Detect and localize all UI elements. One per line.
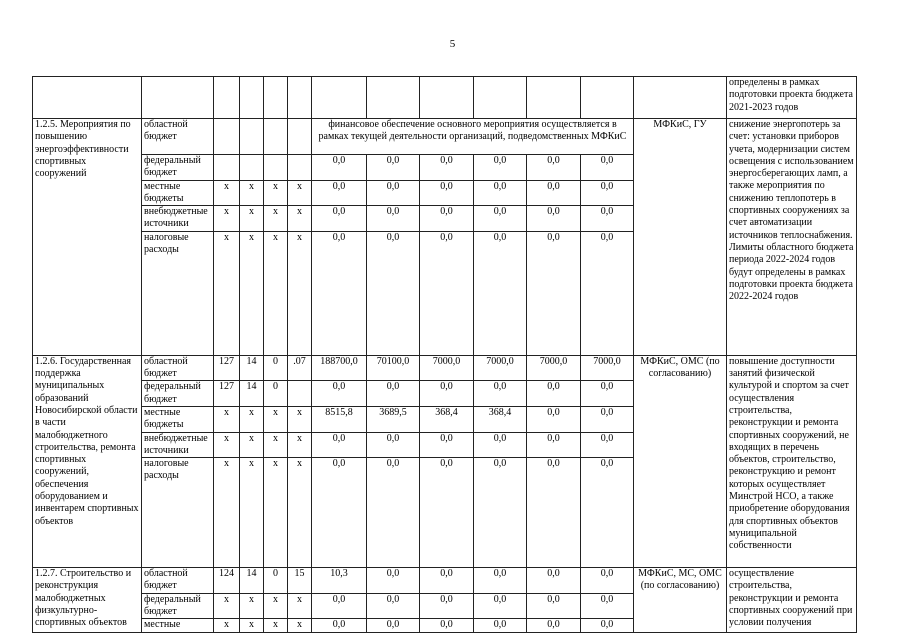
budget-code: x bbox=[214, 432, 240, 458]
table-row bbox=[33, 355, 857, 381]
amount-cell: 0,0 bbox=[527, 381, 581, 407]
amount-cell: 0,0 bbox=[367, 206, 420, 232]
amount-cell: 0,0 bbox=[367, 593, 420, 619]
budget-code bbox=[264, 119, 288, 155]
executor: МФКиС, ОМС (по согласованию) bbox=[634, 355, 727, 567]
amount-cell: 0,0 bbox=[581, 432, 634, 458]
budget-code: .07 bbox=[288, 355, 312, 381]
amount-cell: 0,0 bbox=[527, 619, 581, 632]
table-row bbox=[33, 119, 857, 155]
amount-cell: 188700,0 bbox=[312, 355, 367, 381]
budget-code: x bbox=[240, 206, 264, 232]
budget-code: x bbox=[240, 406, 264, 432]
budget-code: 124 bbox=[214, 568, 240, 594]
budget-code bbox=[288, 155, 312, 181]
source-name: внебюджетные источники bbox=[142, 206, 214, 232]
amount-cell: 0,0 bbox=[312, 593, 367, 619]
budget-code: 14 bbox=[240, 355, 264, 381]
amount-cell: 0,0 bbox=[581, 458, 634, 568]
budget-code: x bbox=[288, 593, 312, 619]
budget-code: 14 bbox=[240, 568, 264, 594]
measure-name: 1.2.7. Строительство и реконструкция малобюджетных физкультурно-спортивных объектов bbox=[33, 568, 142, 632]
source-name: областной бюджет bbox=[142, 568, 214, 594]
amount-cell: 0,0 bbox=[420, 231, 474, 355]
source-name: налоговые расходы bbox=[142, 231, 214, 355]
amount-cell: 0,0 bbox=[527, 206, 581, 232]
budget-code: 0 bbox=[264, 355, 288, 381]
budget-code: x bbox=[240, 180, 264, 206]
amount-cell: 0,0 bbox=[474, 180, 527, 206]
source-name: областной бюджет bbox=[142, 355, 214, 381]
program-table bbox=[32, 76, 857, 633]
amount-cell: 0,0 bbox=[581, 568, 634, 594]
amount-cell: 0,0 bbox=[581, 231, 634, 355]
budget-code bbox=[240, 119, 264, 155]
amount-cell: 7000,0 bbox=[474, 355, 527, 381]
executor: МФКиС, ГУ bbox=[634, 119, 727, 356]
amount-cell: 0,0 bbox=[312, 381, 367, 407]
source-name: местные bbox=[142, 619, 214, 632]
budget-code: x bbox=[264, 206, 288, 232]
amount-cell: 0,0 bbox=[474, 619, 527, 632]
amount-cell: 8515,8 bbox=[312, 406, 367, 432]
budget-code: 0 bbox=[264, 381, 288, 407]
amount-cell: 368,4 bbox=[420, 406, 474, 432]
amount-cell: 0,0 bbox=[474, 231, 527, 355]
page-number: 5 bbox=[449, 38, 456, 50]
budget-code bbox=[214, 119, 240, 155]
amount-cell: 0,0 bbox=[367, 231, 420, 355]
amount-cell: 0,0 bbox=[474, 593, 527, 619]
source-name: федеральный бюджет bbox=[142, 155, 214, 181]
source-name: федеральный бюджет bbox=[142, 593, 214, 619]
amount-cell: 7000,0 bbox=[420, 355, 474, 381]
amount-cell: 0,0 bbox=[474, 155, 527, 181]
executor: МФКиС, МС, ОМС (по согласованию) bbox=[634, 568, 727, 632]
amount-cell: 0,0 bbox=[581, 180, 634, 206]
amount-cell: 0,0 bbox=[420, 568, 474, 594]
amount-cell: 0,0 bbox=[312, 206, 367, 232]
amount-cell: 0,0 bbox=[527, 568, 581, 594]
amount-cell: 368,4 bbox=[474, 406, 527, 432]
amount-cell: 0,0 bbox=[581, 619, 634, 632]
budget-code: x bbox=[214, 593, 240, 619]
amount-cell: 0,0 bbox=[474, 381, 527, 407]
budget-code: x bbox=[240, 231, 264, 355]
budget-code: x bbox=[264, 180, 288, 206]
table-row bbox=[33, 568, 857, 594]
budget-code: 127 bbox=[214, 381, 240, 407]
amount-cell: 0,0 bbox=[527, 155, 581, 181]
amount-cell: 0,0 bbox=[312, 619, 367, 632]
amount-cell: 0,0 bbox=[420, 381, 474, 407]
amount-cell: 0,0 bbox=[420, 458, 474, 568]
amount-cell: 70100,0 bbox=[367, 355, 420, 381]
budget-code bbox=[264, 155, 288, 181]
budget-code: x bbox=[214, 619, 240, 632]
amount-cell: 3689,5 bbox=[367, 406, 420, 432]
amount-cell: 0,0 bbox=[581, 155, 634, 181]
amount-cell: 0,0 bbox=[474, 458, 527, 568]
budget-code: x bbox=[214, 406, 240, 432]
amount-cell: 0,0 bbox=[581, 381, 634, 407]
expected-result: осуществление строительства, реконструкции и ремонта спортивных сооружений при условии получения bbox=[727, 568, 857, 632]
amount-cell: 0,0 bbox=[420, 593, 474, 619]
budget-code: x bbox=[288, 231, 312, 355]
budget-code: x bbox=[240, 432, 264, 458]
amount-cell: 0,0 bbox=[420, 619, 474, 632]
budget-code: x bbox=[288, 206, 312, 232]
budget-code: x bbox=[214, 180, 240, 206]
amount-cell: 0,0 bbox=[367, 381, 420, 407]
amount-cell: 0,0 bbox=[420, 180, 474, 206]
amount-cell: 0,0 bbox=[581, 406, 634, 432]
amount-cell: 0,0 bbox=[367, 619, 420, 632]
budget-code: x bbox=[264, 432, 288, 458]
amount-cell: 10,3 bbox=[312, 568, 367, 594]
amount-cell: 0,0 bbox=[474, 568, 527, 594]
source-name: областной бюджет bbox=[142, 119, 214, 155]
source-name: федеральный бюджет bbox=[142, 381, 214, 407]
financing-note: финансовое обеспечение основного мероприятия осуществляется в рамках текущей деятельности организаций, подведомственных МФКиС bbox=[312, 119, 634, 155]
amount-cell: 0,0 bbox=[367, 458, 420, 568]
amount-cell: 0,0 bbox=[367, 180, 420, 206]
source-name: внебюджетные источники bbox=[142, 432, 214, 458]
source-name: налоговые расходы bbox=[142, 458, 214, 568]
amount-cell: 0,0 bbox=[312, 231, 367, 355]
expected-result: снижение энергопотерь за счет: установки приборов учета, модернизации систем освещения с использованием энергосберегающих ламп, а также мероприятия по снижению теплопотерь в спортивных сооружениях за счет автоматизации источников теплоснабжения. Лимиты областного бюджета периода 2022-2024 годов будут определены в рамках подготовки проекта бюджета 2022-2024 годов bbox=[727, 119, 857, 356]
budget-code: x bbox=[264, 406, 288, 432]
measure-name: 1.2.6. Государственная поддержка муниципальных образований Новосибирской области в части малобюджетного строительства, ремонта спортивных сооружений, обеспечения оборудованием и инвентарем спортивных объектов bbox=[33, 355, 142, 567]
budget-code: x bbox=[214, 458, 240, 568]
amount-cell: 0,0 bbox=[581, 593, 634, 619]
amount-cell: 0,0 bbox=[527, 432, 581, 458]
budget-code: x bbox=[214, 206, 240, 232]
amount-cell: 0,0 bbox=[312, 180, 367, 206]
amount-cell: 0,0 bbox=[367, 155, 420, 181]
amount-cell: 7000,0 bbox=[527, 355, 581, 381]
budget-code bbox=[214, 155, 240, 181]
budget-code: 127 bbox=[214, 355, 240, 381]
budget-code: x bbox=[288, 458, 312, 568]
amount-cell: 0,0 bbox=[527, 593, 581, 619]
amount-cell: 0,0 bbox=[312, 432, 367, 458]
measure-name: 1.2.5. Мероприятия по повышению энергоэффективности спортивных сооружений bbox=[33, 119, 142, 356]
budget-code: 0 bbox=[264, 568, 288, 594]
budget-code: x bbox=[264, 458, 288, 568]
budget-code: 15 bbox=[288, 568, 312, 594]
amount-cell: 0,0 bbox=[367, 568, 420, 594]
amount-cell: 0,0 bbox=[474, 432, 527, 458]
expected-result: повышение доступности занятий физической культурой и спортом за счет осуществления строительства, реконструкции и ремонта спортивных сооружений, не входящих в перечень объектов, строительство, реконструкцию и ремонт которых осуществляет Минстрой НСО, а также приобретение оборудования для спортивных объектов муниципальной собственности bbox=[727, 355, 857, 567]
budget-code: x bbox=[240, 458, 264, 568]
amount-cell: 0,0 bbox=[420, 155, 474, 181]
budget-code: x bbox=[264, 619, 288, 632]
budget-code: x bbox=[264, 593, 288, 619]
budget-code bbox=[288, 381, 312, 407]
budget-code: x bbox=[288, 180, 312, 206]
budget-code: x bbox=[214, 231, 240, 355]
amount-cell: 0,0 bbox=[367, 432, 420, 458]
amount-cell: 0,0 bbox=[527, 458, 581, 568]
budget-code: x bbox=[240, 619, 264, 632]
budget-code: x bbox=[288, 432, 312, 458]
amount-cell: 0,0 bbox=[312, 458, 367, 568]
amount-cell: 0,0 bbox=[581, 206, 634, 232]
amount-cell: 0,0 bbox=[527, 231, 581, 355]
amount-cell: 0,0 bbox=[474, 206, 527, 232]
budget-code: x bbox=[240, 593, 264, 619]
budget-code bbox=[288, 119, 312, 155]
amount-cell: 0,0 bbox=[420, 432, 474, 458]
budget-code: 14 bbox=[240, 381, 264, 407]
amount-cell: 0,0 bbox=[527, 180, 581, 206]
expected-result: определены в рамках подготовки проекта бюджета 2021-2023 годов bbox=[727, 77, 857, 119]
source-name: местные бюджеты bbox=[142, 406, 214, 432]
budget-code: x bbox=[288, 619, 312, 632]
budget-code: x bbox=[264, 231, 288, 355]
source-name: местные бюджеты bbox=[142, 180, 214, 206]
amount-cell: 7000,0 bbox=[581, 355, 634, 381]
amount-cell: 0,0 bbox=[420, 206, 474, 232]
budget-code bbox=[240, 155, 264, 181]
table-row bbox=[33, 77, 857, 119]
amount-cell: 0,0 bbox=[527, 406, 581, 432]
budget-code: x bbox=[288, 406, 312, 432]
amount-cell: 0,0 bbox=[312, 155, 367, 181]
